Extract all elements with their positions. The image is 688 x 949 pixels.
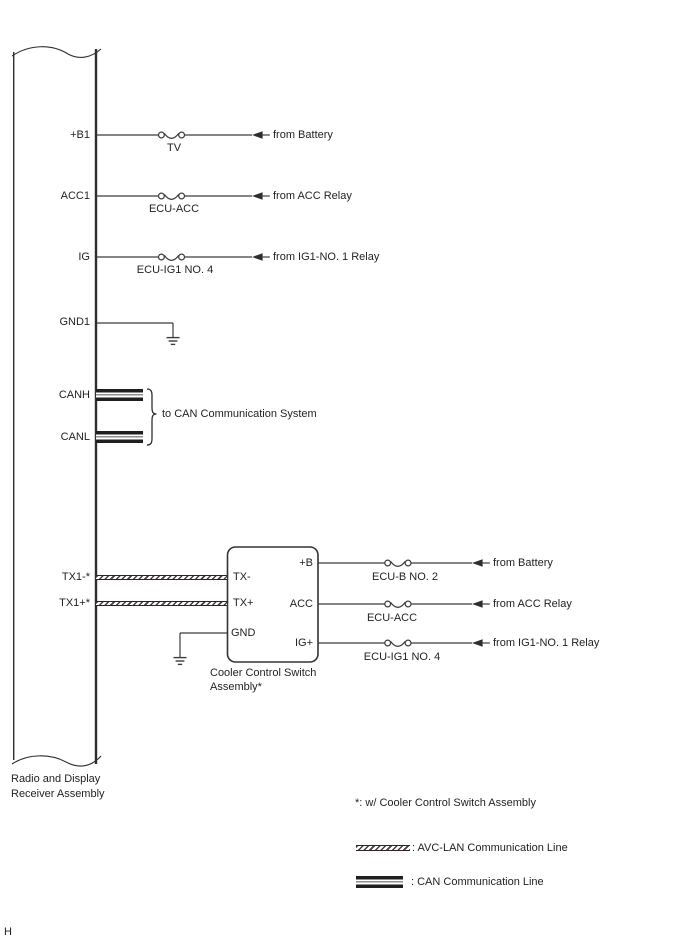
cooler-pin-tx-plus: TX+ (233, 597, 254, 609)
legend-can-swatch (356, 876, 403, 888)
arrow-left-icon (472, 559, 483, 566)
wire-cooler-b (318, 559, 490, 566)
source-label-acc-relay-2: from ACC Relay (493, 597, 572, 610)
pin-label-canl: CANL (60, 430, 90, 443)
pin-label-b1: +B1 (70, 128, 90, 141)
wire-cooler-gnd (174, 633, 228, 664)
arrow-left-icon (472, 639, 483, 646)
can-system-note: to CAN Communication System (162, 407, 317, 420)
cooler-caption-line1: Cooler Control Switch (210, 667, 317, 679)
can-line-canl (96, 431, 143, 443)
can-line-canh (96, 389, 143, 401)
fuse-icon (385, 640, 411, 646)
wire-ig (97, 253, 270, 260)
legend-avc-label: : AVC-LAN Communication Line (412, 842, 568, 854)
ground-icon (174, 658, 187, 665)
arrow-left-icon (252, 131, 263, 138)
source-label-battery-2: from Battery (493, 556, 553, 569)
pin-label-gnd1: GND1 (59, 316, 90, 328)
pin-label-canh: CANH (58, 388, 90, 401)
page-marker: H (4, 926, 12, 938)
wire-acc1 (97, 192, 270, 199)
cooler-caption-line2: Assembly* (210, 680, 262, 693)
cooler-pin-gnd: GND (231, 626, 256, 639)
fuse-icon (385, 601, 411, 607)
cooler-pin-ig: IG+ (294, 636, 313, 649)
source-label-battery: from Battery (273, 128, 333, 141)
wire-cooler-acc (318, 600, 490, 607)
brace-icon (147, 389, 157, 445)
radio-caption-line2: Receiver Assembly (11, 787, 105, 800)
break-wave-bottom (12, 756, 101, 766)
cooler-pin-tx-minus: TX- (233, 571, 251, 583)
pin-label-tx1-minus: TX1-* (61, 571, 90, 583)
wire-cooler-ig (318, 639, 490, 646)
avc-line-tx1-plus (96, 601, 227, 607)
pin-label-tx1-plus: TX1+* (59, 597, 90, 609)
cooler-pin-b: +B (299, 556, 313, 569)
wire-gnd1 (97, 323, 180, 344)
legend-footnote: *: w/ Cooler Control Switch Assembly (355, 797, 536, 809)
fuse-label-ecu-acc: ECU-ACC (148, 203, 200, 215)
arrow-left-icon (252, 192, 263, 199)
arrow-left-icon (252, 253, 263, 260)
fuse-label-tv: TV (166, 142, 182, 154)
avc-line-tx1-minus (96, 575, 227, 581)
wire-b1 (97, 131, 270, 138)
fuse-icon (385, 560, 411, 566)
fuse-icon (159, 254, 185, 260)
arrow-left-icon (472, 600, 483, 607)
fuse-icon (159, 132, 185, 138)
pin-label-ig: IG (78, 250, 90, 263)
break-wave-top (12, 47, 101, 58)
pin-label-acc1: ACC1 (60, 189, 90, 202)
fuse-label-ecu-acc-2: ECU-ACC (366, 611, 418, 624)
fuse-label-ecu-ig1: ECU-IG1 NO. 4 (136, 264, 214, 276)
source-label-ig1-relay: from IG1-NO. 1 Relay (273, 250, 380, 263)
cooler-pin-acc: ACC (289, 598, 313, 610)
ground-icon (167, 338, 180, 345)
fuse-icon (159, 193, 185, 199)
radio-box-outline (12, 47, 101, 766)
fuse-label-ecu-ig1-2: ECU-IG1 NO. 4 (363, 650, 441, 663)
legend-avc-swatch (356, 845, 410, 851)
radio-caption-line1: Radio and Display (11, 773, 101, 785)
fuse-label-ecu-b-no2: ECU-B NO. 2 (371, 570, 438, 583)
source-label-ig1-relay-2: from IG1-NO. 1 Relay (493, 636, 600, 649)
source-label-acc-relay: from ACC Relay (273, 189, 352, 202)
legend-can-label: : CAN Communication Line (411, 876, 544, 888)
